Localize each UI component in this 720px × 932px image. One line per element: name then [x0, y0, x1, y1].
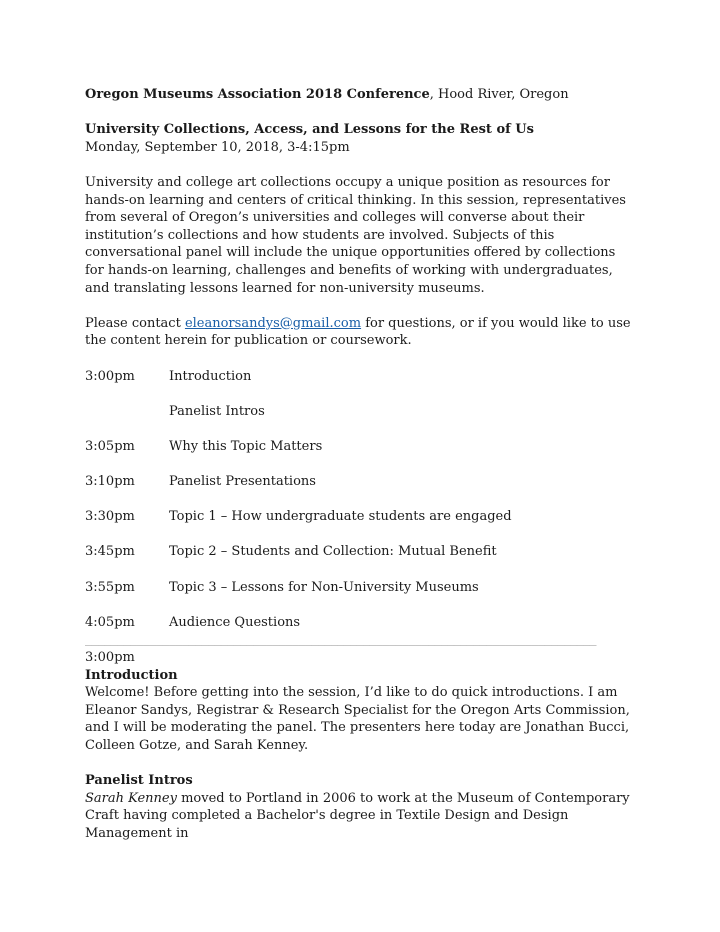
- agenda-row: [85, 508, 635, 526]
- agenda: [85, 368, 635, 632]
- agenda-row: [85, 614, 635, 632]
- session-description: University and college art collections occupy a unique position as resources for hands-on learning and centers of critical thinking. In this session, representatives from several of Oregon’s universities and colleges will converse about their institution’s collections and how students are involved. Subjects of this conversational panel will include the unique opportunities offered by collections for hands-on learning, challenges and benefits of working with undergraduates, and translating lessons learned for non-university museums.: [85, 174, 626, 296]
- document-content: [85, 86, 635, 843]
- agenda-time: 3:10pm: [85, 474, 135, 490]
- agenda-row: [85, 403, 635, 421]
- panelist-body: Sarah Kenney moved to Portland in 2006 to work at the Museum of Contemporary Craft having completed a Bachelor's degree in Textile Design and Design Management in: [85, 790, 630, 841]
- agenda-row: [85, 438, 635, 456]
- agenda-time: 3:30pm: [85, 509, 135, 525]
- agenda-time: 3:45pm: [85, 544, 135, 560]
- agenda-item: Why this Topic Matters: [169, 438, 323, 454]
- email-link[interactable]: eleanorsandys@gmail.com: [184, 315, 362, 331]
- panelist-name: Sarah Kenney: [85, 790, 177, 806]
- agenda-item: Topic 1 – How undergraduate students are engaged: [169, 509, 512, 525]
- contact-paragraph: Please contact eleanorsandys@gmail.com for questions, or if you would like to use the content herein for publication or coursework.: [85, 315, 631, 349]
- agenda-time: 3:55pm: [85, 579, 135, 595]
- intro-heading: Introduction: [85, 667, 178, 683]
- agenda-time: [85, 403, 169, 421]
- intro-time: 3:00pm: [85, 650, 135, 665]
- agenda-time: 4:05pm: [85, 614, 135, 630]
- agenda-row: [85, 473, 635, 491]
- agenda-item: Panelist Presentations: [169, 474, 316, 490]
- agenda-item: Topic 2 – Students and Collection: Mutual Benefit: [169, 544, 497, 560]
- agenda-row: [85, 579, 635, 597]
- conference-line: [85, 86, 635, 104]
- session-title: University Collections, Access, and Lessons for the Rest of Us: [85, 122, 534, 138]
- panelist-heading: Panelist Intros: [85, 773, 193, 789]
- session-date: Monday, September 10, 2018, 3-4:15pm: [85, 139, 350, 155]
- agenda-item: Audience Questions: [169, 614, 301, 630]
- section-divider: _______________________________________________________________________________: [85, 633, 597, 647]
- conference-name: Oregon Museums Association 2018 Conference: [85, 87, 430, 102]
- agenda-item: Introduction: [169, 368, 252, 384]
- conference-location: , Hood River, Oregon: [429, 87, 569, 102]
- agenda-item: Topic 3 – Lessons for Non-University Museums: [169, 579, 479, 595]
- agenda-row: [85, 368, 635, 386]
- intro-body: Welcome! Before getting into the session, I’d like to do quick introductions. I am Eleanor Sandys, Registrar & Research Specialist for the Oregon Arts Commission, and I will be moderating the panel. The presenters here today are Jonathan Bucci, Colleen Gotze, and Sarah Kenney.: [85, 685, 630, 753]
- agenda-time: 3:00pm: [85, 368, 135, 384]
- agenda-row: [85, 543, 635, 561]
- agenda-item: Panelist Intros: [169, 403, 265, 419]
- agenda-time: 3:05pm: [85, 438, 135, 454]
